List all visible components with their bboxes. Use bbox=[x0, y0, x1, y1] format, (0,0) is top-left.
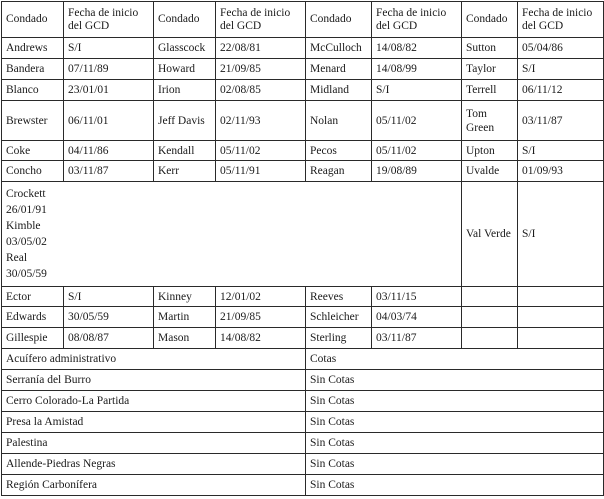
aquifer-row bbox=[2, 475, 604, 496]
county-cell: Concho bbox=[2, 161, 64, 182]
date-cell: 01/09/93 bbox=[518, 161, 604, 182]
gcd-table bbox=[1, 1, 604, 496]
header-fecha: Fecha de inicio del GCD bbox=[216, 2, 306, 38]
aquifer-status: Sin Cotas bbox=[306, 475, 604, 496]
date-cell: 05/11/91 bbox=[216, 161, 306, 182]
aquifer-name: Presa la Amistad bbox=[2, 412, 306, 433]
empty-cell bbox=[462, 287, 518, 307]
date-cell: 21/09/85 bbox=[216, 307, 306, 328]
date-cell: 03/11/87 bbox=[372, 328, 462, 349]
date-cell: 02/11/93 bbox=[216, 101, 306, 141]
empty-cell bbox=[518, 328, 604, 349]
table-row bbox=[2, 38, 604, 59]
header-fecha: Fecha de inicio del GCD bbox=[64, 2, 154, 38]
county-cell: Midland bbox=[306, 80, 372, 101]
county-cell: Coke bbox=[2, 141, 64, 161]
merged-counties-cell bbox=[2, 182, 462, 287]
county-cell: Ector bbox=[2, 287, 64, 307]
empty-cell bbox=[518, 287, 604, 307]
empty-cell bbox=[462, 307, 518, 328]
county-cell: Mason bbox=[154, 328, 216, 349]
date-cell: 14/08/99 bbox=[372, 59, 462, 80]
header-condado: Condado bbox=[154, 2, 216, 38]
county-cell: Andrews bbox=[2, 38, 64, 59]
county-cell: Blanco bbox=[2, 80, 64, 101]
date-cell: 21/09/85 bbox=[216, 59, 306, 80]
table-row bbox=[2, 80, 604, 101]
date-cell: 03/11/15 bbox=[372, 287, 462, 307]
county-cell: Nolan bbox=[306, 101, 372, 141]
county-cell: Reeves bbox=[306, 287, 372, 307]
county-cell: Terrell bbox=[462, 80, 518, 101]
aquifer-status: Sin Cotas bbox=[306, 370, 604, 391]
county-cell: Sutton bbox=[462, 38, 518, 59]
date-cell: S/I bbox=[64, 38, 154, 59]
merged-row bbox=[2, 182, 604, 287]
date-cell: 05/11/02 bbox=[372, 141, 462, 161]
county-cell: Tom Green bbox=[462, 101, 518, 141]
aquifer-name: Región Carbonífera bbox=[2, 475, 306, 496]
date-cell: 05/04/86 bbox=[518, 38, 604, 59]
aquifer-row bbox=[2, 370, 604, 391]
table-row bbox=[2, 328, 604, 349]
aquifer-status: Sin Cotas bbox=[306, 454, 604, 475]
date-cell: S/I bbox=[518, 59, 604, 80]
date-cell: 05/11/02 bbox=[372, 101, 462, 141]
table-row bbox=[2, 161, 604, 182]
county-cell: Irion bbox=[154, 80, 216, 101]
date-cell: S/I bbox=[518, 141, 604, 161]
county-cell: Schleicher bbox=[306, 307, 372, 328]
county-cell: Howard bbox=[154, 59, 216, 80]
date-cell: 04/11/86 bbox=[64, 141, 154, 161]
date-cell: 23/01/01 bbox=[64, 80, 154, 101]
date-cell: 04/03/74 bbox=[372, 307, 462, 328]
date-cell: S/I bbox=[64, 287, 154, 307]
county-cell: Sterling bbox=[306, 328, 372, 349]
date-cell: 06/11/12 bbox=[518, 80, 604, 101]
merged-line: Real bbox=[6, 252, 28, 264]
county-cell: Menard bbox=[306, 59, 372, 80]
aquifer-name: Serranía del Burro bbox=[2, 370, 306, 391]
county-cell: Kerr bbox=[154, 161, 216, 182]
aquifer-status: Sin Cotas bbox=[306, 412, 604, 433]
date-cell: S/I bbox=[372, 80, 462, 101]
table-row bbox=[2, 101, 604, 141]
county-cell: Jeff Davis bbox=[154, 101, 216, 141]
aquifer-name: Allende-Piedras Negras bbox=[2, 454, 306, 475]
county-cell: Pecos bbox=[306, 141, 372, 161]
aquifer-name: Palestina bbox=[2, 433, 306, 454]
aquifer-status: Sin Cotas bbox=[306, 391, 604, 412]
aquifer-status: Sin Cotas bbox=[306, 433, 604, 454]
date-cell: 05/11/02 bbox=[216, 141, 306, 161]
date-cell: 30/05/59 bbox=[64, 307, 154, 328]
county-cell: Edwards bbox=[2, 307, 64, 328]
table-row bbox=[2, 307, 604, 328]
aquifer-name: Cerro Colorado-La Partida bbox=[2, 391, 306, 412]
date-cell: S/I bbox=[518, 182, 604, 287]
county-cell: Martin bbox=[154, 307, 216, 328]
county-cell: Gillespie bbox=[2, 328, 64, 349]
aquifer-row bbox=[2, 391, 604, 412]
merged-line: 30/05/59 bbox=[6, 268, 47, 280]
county-cell: Brewster bbox=[2, 101, 64, 141]
merged-line: Crockett bbox=[6, 188, 46, 200]
county-cell: Upton bbox=[462, 141, 518, 161]
merged-line: 03/05/02 bbox=[6, 236, 47, 248]
merged-line: 26/01/91 bbox=[6, 204, 47, 216]
header-row bbox=[2, 2, 604, 38]
county-cell: Glasscock bbox=[154, 38, 216, 59]
empty-cell bbox=[518, 307, 604, 328]
date-cell: 22/08/81 bbox=[216, 38, 306, 59]
aquifer-row bbox=[2, 412, 604, 433]
table-row bbox=[2, 287, 604, 307]
date-cell: 14/08/82 bbox=[216, 328, 306, 349]
date-cell: 06/11/01 bbox=[64, 101, 154, 141]
date-cell: 02/08/85 bbox=[216, 80, 306, 101]
date-cell: 03/11/87 bbox=[518, 101, 604, 141]
empty-cell bbox=[462, 328, 518, 349]
header-fecha: Fecha de inicio del GCD bbox=[518, 2, 604, 38]
header-condado: Condado bbox=[2, 2, 64, 38]
header-condado: Condado bbox=[306, 2, 372, 38]
table-row bbox=[2, 59, 604, 80]
date-cell: 12/01/02 bbox=[216, 287, 306, 307]
county-cell: Kendall bbox=[154, 141, 216, 161]
header-fecha: Fecha de inicio del GCD bbox=[372, 2, 462, 38]
county-cell: Taylor bbox=[462, 59, 518, 80]
county-cell: Uvalde bbox=[462, 161, 518, 182]
date-cell: 19/08/89 bbox=[372, 161, 462, 182]
header-condado: Condado bbox=[462, 2, 518, 38]
aquifer-header-name: Acuífero administrativo bbox=[2, 349, 306, 370]
date-cell: 08/08/87 bbox=[64, 328, 154, 349]
date-cell: 14/08/82 bbox=[372, 38, 462, 59]
county-cell: Bandera bbox=[2, 59, 64, 80]
aquifer-row bbox=[2, 454, 604, 475]
aquifer-header-status: Cotas bbox=[306, 349, 604, 370]
aquifer-row bbox=[2, 433, 604, 454]
date-cell: 03/11/87 bbox=[64, 161, 154, 182]
table-row bbox=[2, 141, 604, 161]
date-cell: 07/11/89 bbox=[64, 59, 154, 80]
merged-line: Kimble bbox=[6, 220, 41, 232]
aquifer-header-row bbox=[2, 349, 604, 370]
county-cell: Val Verde bbox=[462, 182, 518, 287]
county-cell: Reagan bbox=[306, 161, 372, 182]
county-cell: Kinney bbox=[154, 287, 216, 307]
county-cell: McCulloch bbox=[306, 38, 372, 59]
